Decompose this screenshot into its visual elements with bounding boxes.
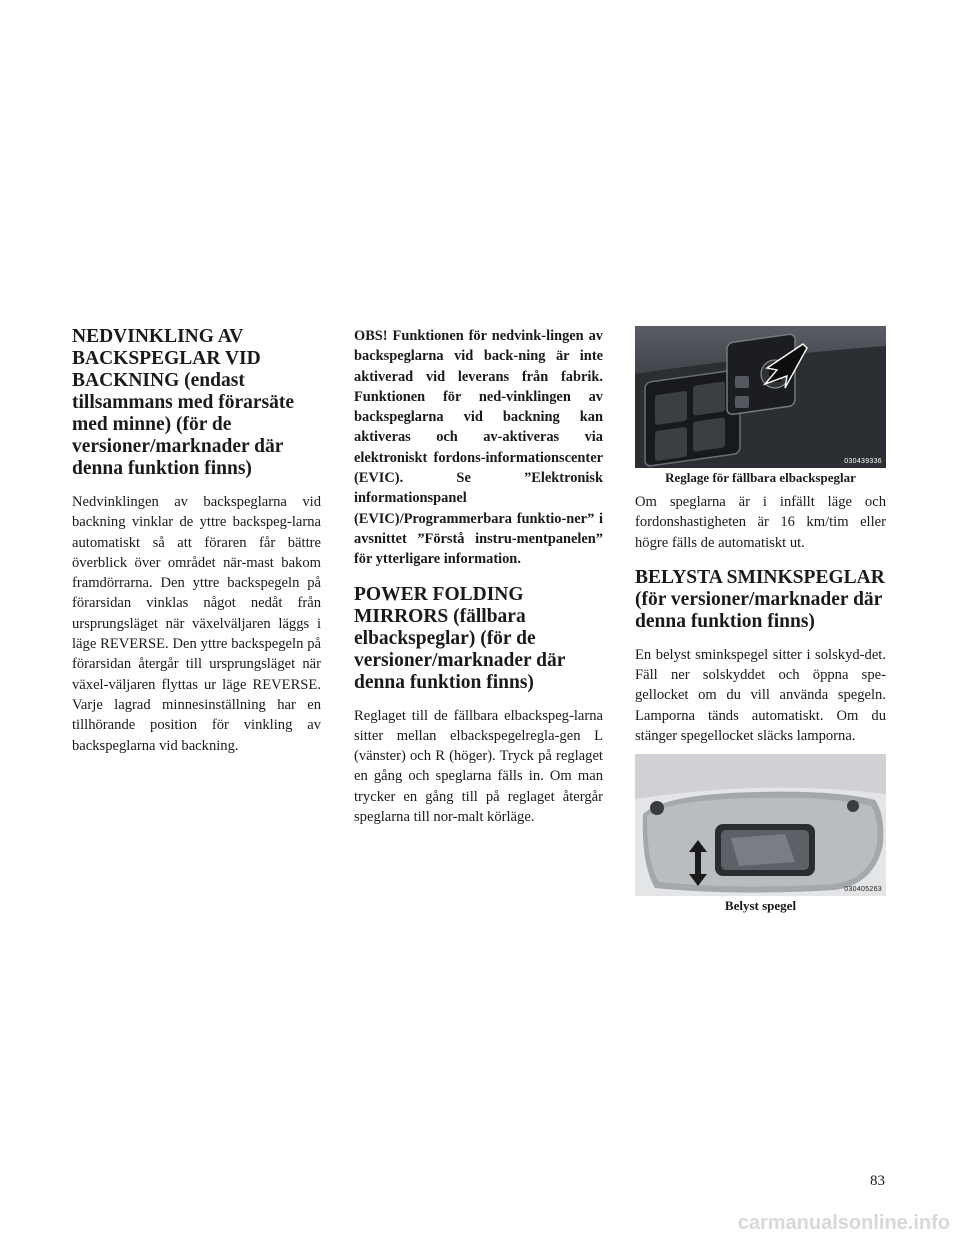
heading-sub: (endast tillsammans med förarsäte med minne) (för de versioner/marknader där denna funktion finns) [72,370,295,479]
body-paragraph: En belyst sminkspegel sitter i solskyd-det. Fäll ner solskyddet och öppna spe-gellocket om du vill använda spegeln. Lamporna tänds automatiskt. Om du stänger spegellocket släcks lamporna. [635,646,886,745]
column-2 [354,326,603,827]
heading-main: POWER FOLDING MIRRORS [354,583,524,627]
body-paragraph: Om speglarna är i infällt läge och fordonshastigheten är 16 km/tim eller högre fälls de automatiskt ut. [635,494,886,551]
figure-code: 030439336 [844,458,882,465]
body-paragraph: Nedvinklingen av backspeglarna vid backning vinklar de yttre backspeg-larna automatiskt så att föraren får bättre överblick över området när-mast bakom framdörrarna. Den yttre backspegeln på förarsidan vinklas något nedåt från ursprungsläget när växelväljaren läggs i läge REVERSE. Den yttre backspegeln på förarsidan återgår till ursprungsläget när växel-väljaren flyttas ur läge REVERSE. Varje lagrad minnesinställning har en tillhörande position för vinkling av backspeglarna vid backning. [72,494,321,754]
body-paragraph: Reglaget till de fällbara elbackspeg-larna sitter mellan elbackspegelregla-gen L (vänster) och R (höger). Tryck på reglaget en gång och speglarna fälls in. Om man trycker en gång till på reglaget återgår speglarna till nor-malt körläge. [354,707,603,826]
heading-sub: (fällbara elbackspeglar) (för de versioner/marknader där denna funktion finns) [354,605,566,693]
figure-mirror-switch [635,326,886,468]
section-heading-vanity-mirrors [635,567,886,633]
vanity-mirror-illustration [635,754,886,896]
figure-code: 030405263 [844,886,882,894]
figure-caption: Belyst spegel [724,898,797,914]
heading-main: BELYSTA SMINKSPEGLAR [635,566,885,588]
figure-caption: Reglage för fällbara elbackspeglar [665,470,856,485]
section-heading-reverse-tilt [72,326,321,480]
note-paragraph: OBS! Funktionen för nedvink-lingen av backspeglarna vid back-ning är inte aktiverad vid leverans från fabrik. Funktionen för ned-vinklingen av backspeglarna vid backning kan aktiveras och av-aktiveras via elektroniskt fordons-informationscenter (EVIC). Se ”Elektronisk informationspanel (EVIC)/Programmerbara funktio-ner” i avsnittet ”Förstå instru-mentpanelen” för ytterligare information. [354,328,603,568]
heading-main: NEDVINKLING AV BACKSPEGLAR VID BACKNING [72,326,261,391]
mirror-switch-illustration [635,326,886,468]
watermark: carmanualsonline.info [737,1212,950,1234]
page-number: 83 [870,1173,885,1189]
figure-vanity-mirror [635,754,886,896]
column-3 [635,326,886,914]
column-1 [72,326,321,756]
section-heading-power-folding [354,584,603,694]
heading-sub: (för versioner/marknader där denna funktion finns) [635,588,882,632]
